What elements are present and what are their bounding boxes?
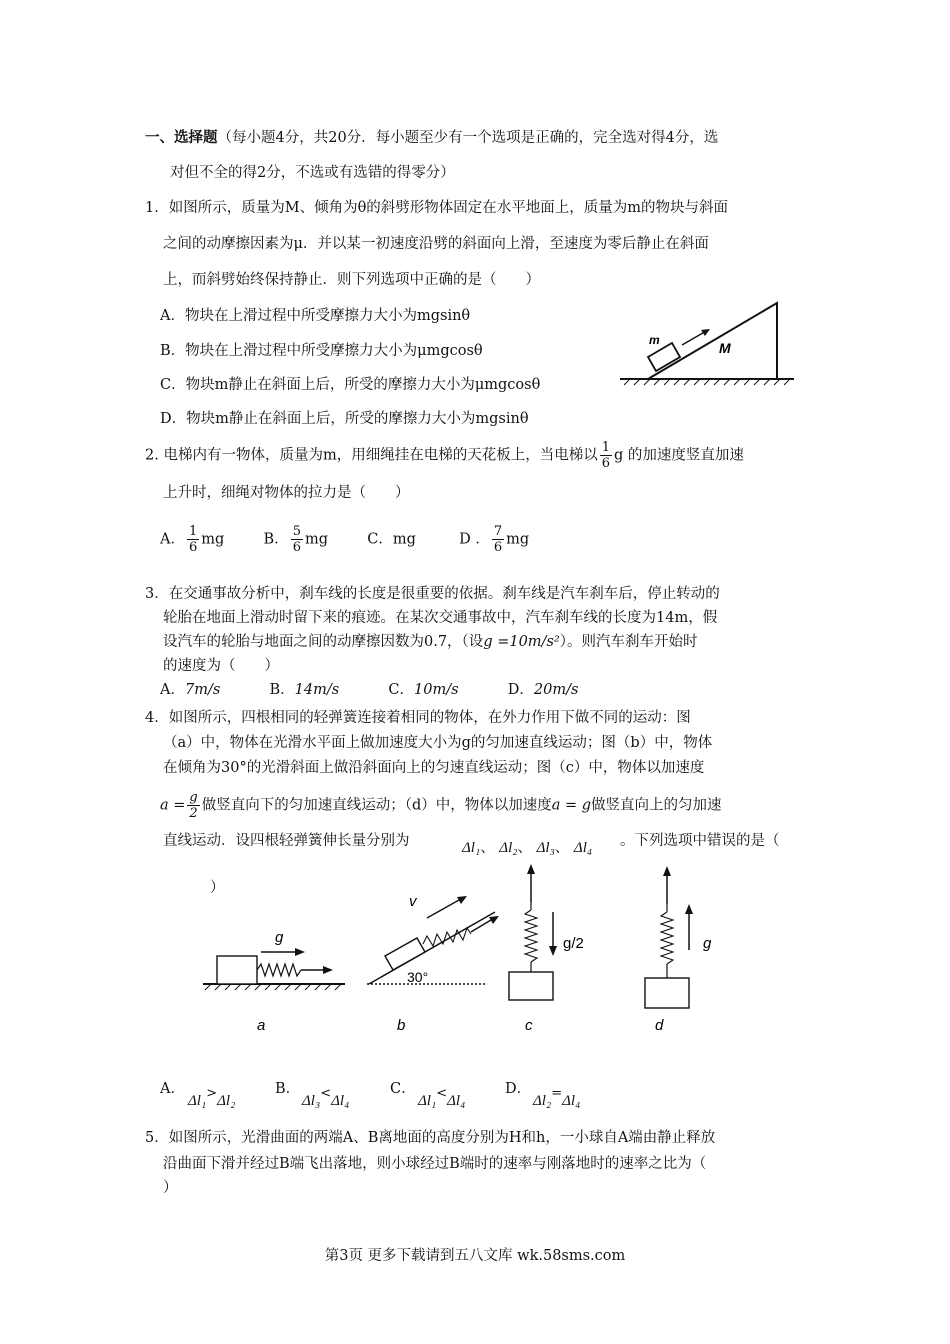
q2-stem-line2: 上升时，细绳对物体的拉力是（ ）	[163, 485, 410, 501]
block-m	[648, 343, 680, 371]
velocity-arrow-b	[427, 900, 459, 918]
q4-option-c-expr	[418, 1086, 465, 1110]
q2-opt-d-num: 7	[493, 524, 503, 539]
q4-opt-c-left: Δl₁	[418, 1093, 437, 1109]
block-b	[385, 938, 425, 970]
label-g-a: g	[275, 929, 284, 946]
q2-opt-a-frac	[187, 524, 199, 555]
q2-opt-d-den: 6	[493, 540, 503, 555]
figure-d	[645, 866, 712, 1034]
q1-option-a: A．物块在上滑过程中所受摩擦力大小为mgsinθ	[160, 308, 471, 324]
q4-stem4-post: 做竖直向上的匀加速	[591, 797, 722, 814]
q4-eq-frac-num: g	[189, 790, 198, 805]
spring-d	[661, 912, 673, 964]
q3-opt-a-label: A．	[160, 682, 185, 698]
q4-eq-lhs: a =	[160, 797, 186, 814]
q4-dl3: Δl₃	[536, 840, 555, 856]
q4-sep3: 、	[554, 840, 570, 856]
incline-b	[369, 912, 495, 984]
q4-stem-line6: ）	[210, 880, 225, 896]
q4-spring-figures	[195, 860, 825, 1040]
q4-opt-d-rel: =	[551, 1086, 563, 1101]
label-M: M	[719, 340, 731, 356]
q4-opt-b-left: Δl₃	[302, 1093, 321, 1109]
block-a	[217, 956, 257, 984]
q3-stem-line3	[163, 632, 697, 652]
figure-c	[509, 864, 584, 1034]
q3-stem3-post: ）。则汽车刹车开始时	[559, 634, 698, 650]
q4-opt-c-right: Δl₄	[447, 1093, 466, 1109]
label-a: a	[257, 1017, 266, 1034]
q2-opt-b-den: 6	[292, 540, 301, 555]
q2-opt-c: C．mg	[367, 531, 416, 548]
q5-stem-line1: 5．如图所示，光滑曲面的两端A、B离地面的高度分别为H和h，一小球自A端由静止释放	[145, 1130, 716, 1146]
q3-opt-c-label: C．	[388, 682, 415, 698]
q5-stem-line3: ）	[163, 1180, 178, 1196]
q4-opt-a-left: Δl₁	[188, 1093, 207, 1109]
q4-opt-b-right: Δl₄	[331, 1093, 350, 1109]
section-note: （每小题4分，共20分．每小题至少有一个选项是正确的，完全选对得4分，选	[217, 130, 719, 146]
q2-opt-a-unit: mg	[201, 531, 225, 548]
q2-opt-d-unit: mg	[506, 531, 530, 548]
q3-opt-d-label: D．	[507, 682, 534, 698]
q4-opt-a-right: Δl₂	[217, 1093, 236, 1109]
q4-sep2: 、	[517, 840, 532, 856]
q2-opt-a-num: 1	[188, 524, 198, 539]
q4-dl4: Δl₄	[573, 840, 593, 856]
q1-option-d: D．物块m静止在斜面上后，所受的摩擦力大小为mgsinθ	[160, 411, 529, 427]
q2-frac-num: 1	[601, 440, 610, 455]
q4-eq2: a = g	[551, 797, 592, 814]
q1-stem-line2: 之间的动摩擦因素为μ．并以某一初速度沿劈的斜面向上滑，至速度为零后静止在斜面	[163, 236, 709, 252]
q2-opt-b-label: B．	[263, 531, 289, 548]
q4-stem5-post: 。下列选项中错误的是（	[620, 833, 780, 849]
q2-stem-line1	[145, 440, 744, 471]
q4-opt-c-label: C．	[390, 1081, 416, 1097]
section-header	[145, 128, 718, 148]
q4-option-a	[160, 1080, 185, 1098]
q2-opt-a-den: 6	[188, 540, 198, 555]
label-30: 30°	[407, 969, 429, 985]
figure-b	[367, 893, 499, 1034]
q3-options	[160, 680, 578, 700]
q3-stem3-eq: g =10m/s²	[483, 634, 560, 650]
q4-option-a-expr	[188, 1086, 235, 1110]
q3-stem-line2: 轮胎在地面上滑动时留下来的痕迹。在某次交通事故中，汽车刹车线的长度为14m，假	[163, 610, 718, 626]
q4-opt-d-left: Δl₂	[533, 1093, 552, 1109]
q2-fraction	[600, 440, 612, 471]
q3-stem-line4: 的速度为（ ）	[163, 658, 279, 674]
spring-a	[257, 964, 301, 976]
q4-opt-d-label: D．	[505, 1081, 532, 1097]
spring-c	[525, 910, 537, 962]
q2-opt-b-num: 5	[292, 524, 301, 539]
q1-stem-line3: 上，而斜劈始终保持静止．则下列选项中正确的是（ ）	[163, 272, 540, 288]
label-v: v	[409, 893, 417, 910]
q3-stem-line1: 3．在交通事故分析中，刹车线的长度是很重要的依据。刹车线是汽车刹车后，停止转动的	[145, 586, 720, 602]
q4-eq-frac	[187, 790, 199, 821]
q4-opt-b-rel: <	[320, 1086, 332, 1101]
section-title: 一、选择题	[145, 129, 218, 146]
q3-opt-c-value: 10m/s	[414, 682, 459, 698]
q2-opt-a-label: A．	[160, 531, 185, 548]
wedge-M	[648, 303, 777, 379]
label-m: m	[649, 333, 660, 347]
q3-stem3-pre: 设汽车的轮胎与地面之间的动摩擦因数为0.7，（设	[163, 634, 484, 650]
q4-opt-a-label: A．	[160, 1081, 185, 1097]
q3-opt-d-value: 20m/s	[533, 682, 579, 698]
q3-opt-b-value: 14m/s	[294, 682, 340, 698]
q4-stem4-mid: 做竖直向下的匀加速直线运动；（d）中，物体以加速度	[201, 797, 552, 814]
q4-stem-line4	[160, 790, 722, 821]
q2-stem-post: g 的加速度竖直加速	[613, 447, 744, 464]
q4-stem-line3: 在倾角为30°的光滑斜面上做沿斜面向上的匀速直线运动；图（c）中，物体以加速度	[163, 760, 705, 776]
q4-dl1: Δl₁	[462, 840, 481, 856]
q2-options	[160, 524, 529, 555]
q4-opt-c-rel: <	[436, 1086, 448, 1101]
q2-opt-b-unit: mg	[304, 531, 329, 548]
q2-stem-pre: 2. 电梯内有一物体，质量为m，用细绳挂在电梯的天花板上，当电梯以	[145, 447, 598, 464]
q1-option-b: B．物块在上滑过程中所受摩擦力大小为μmgcosθ	[160, 343, 483, 359]
q2-opt-b-frac	[291, 524, 303, 555]
q3-opt-a-value: 7m/s	[184, 682, 221, 698]
q4-opt-d-right: Δl₄	[562, 1093, 581, 1109]
q1-stem-line1: 1．如图所示，质量为M、倾角为θ的斜劈形物体固定在水平地面上，质量为m的物块与斜面	[145, 200, 729, 216]
q2-frac-den: 6	[601, 456, 610, 471]
block-c	[509, 972, 553, 1000]
q4-stem-line5	[163, 831, 410, 851]
label-d: d	[655, 1017, 664, 1034]
q4-sep1: 、	[480, 840, 495, 856]
q2-opt-d-frac	[492, 524, 504, 555]
q4-stem-line2: （a）中，物体在光滑水平面上做加速度大小为g的匀加速直线运动；图（b）中，物体	[163, 735, 713, 751]
section-note-line2: 对但不全的得2分，不选或有选错的得零分）	[170, 165, 455, 181]
q4-stem-line1: 4．如图所示，四根相同的轻弹簧连接着相同的物体，在外力作用下做不同的运动：图	[145, 710, 691, 726]
label-c: c	[525, 1017, 533, 1034]
q4-dl-list	[462, 838, 592, 858]
spring-b	[423, 928, 471, 946]
q4-opt-b-label: B．	[275, 1081, 301, 1097]
page-footer: 第3页 更多下载请到五八文库 wk.58sms.com	[324, 1248, 626, 1264]
label-g-d: g	[703, 935, 712, 952]
q5-stem-line2: 沿曲面下滑并经过B端飞出落地，则小球经过B端时的速率与刚落地时的速率之比为（	[163, 1156, 707, 1172]
q4-option-d-expr	[533, 1086, 580, 1110]
figure-a	[203, 929, 345, 1034]
q4-option-b-expr	[302, 1086, 349, 1110]
q4-stem5-pre: 直线运动．设四根轻弹簧伸长量分别为	[163, 833, 410, 849]
label-g2: g/2	[563, 935, 584, 952]
q4-opt-a-rel: >	[206, 1086, 218, 1101]
q2-opt-d-label: D ．	[459, 531, 490, 548]
block-d	[645, 978, 689, 1008]
q1-incline-figure	[612, 295, 802, 395]
label-b: b	[397, 1017, 406, 1034]
q4-eq-frac-den: 2	[189, 806, 198, 821]
q1-option-c: C．物块m静止在斜面上后，所受的摩擦力大小为μmgcosθ	[160, 377, 541, 393]
q3-opt-b-label: B．	[269, 682, 295, 698]
q4-dl2: Δl₂	[499, 840, 518, 856]
